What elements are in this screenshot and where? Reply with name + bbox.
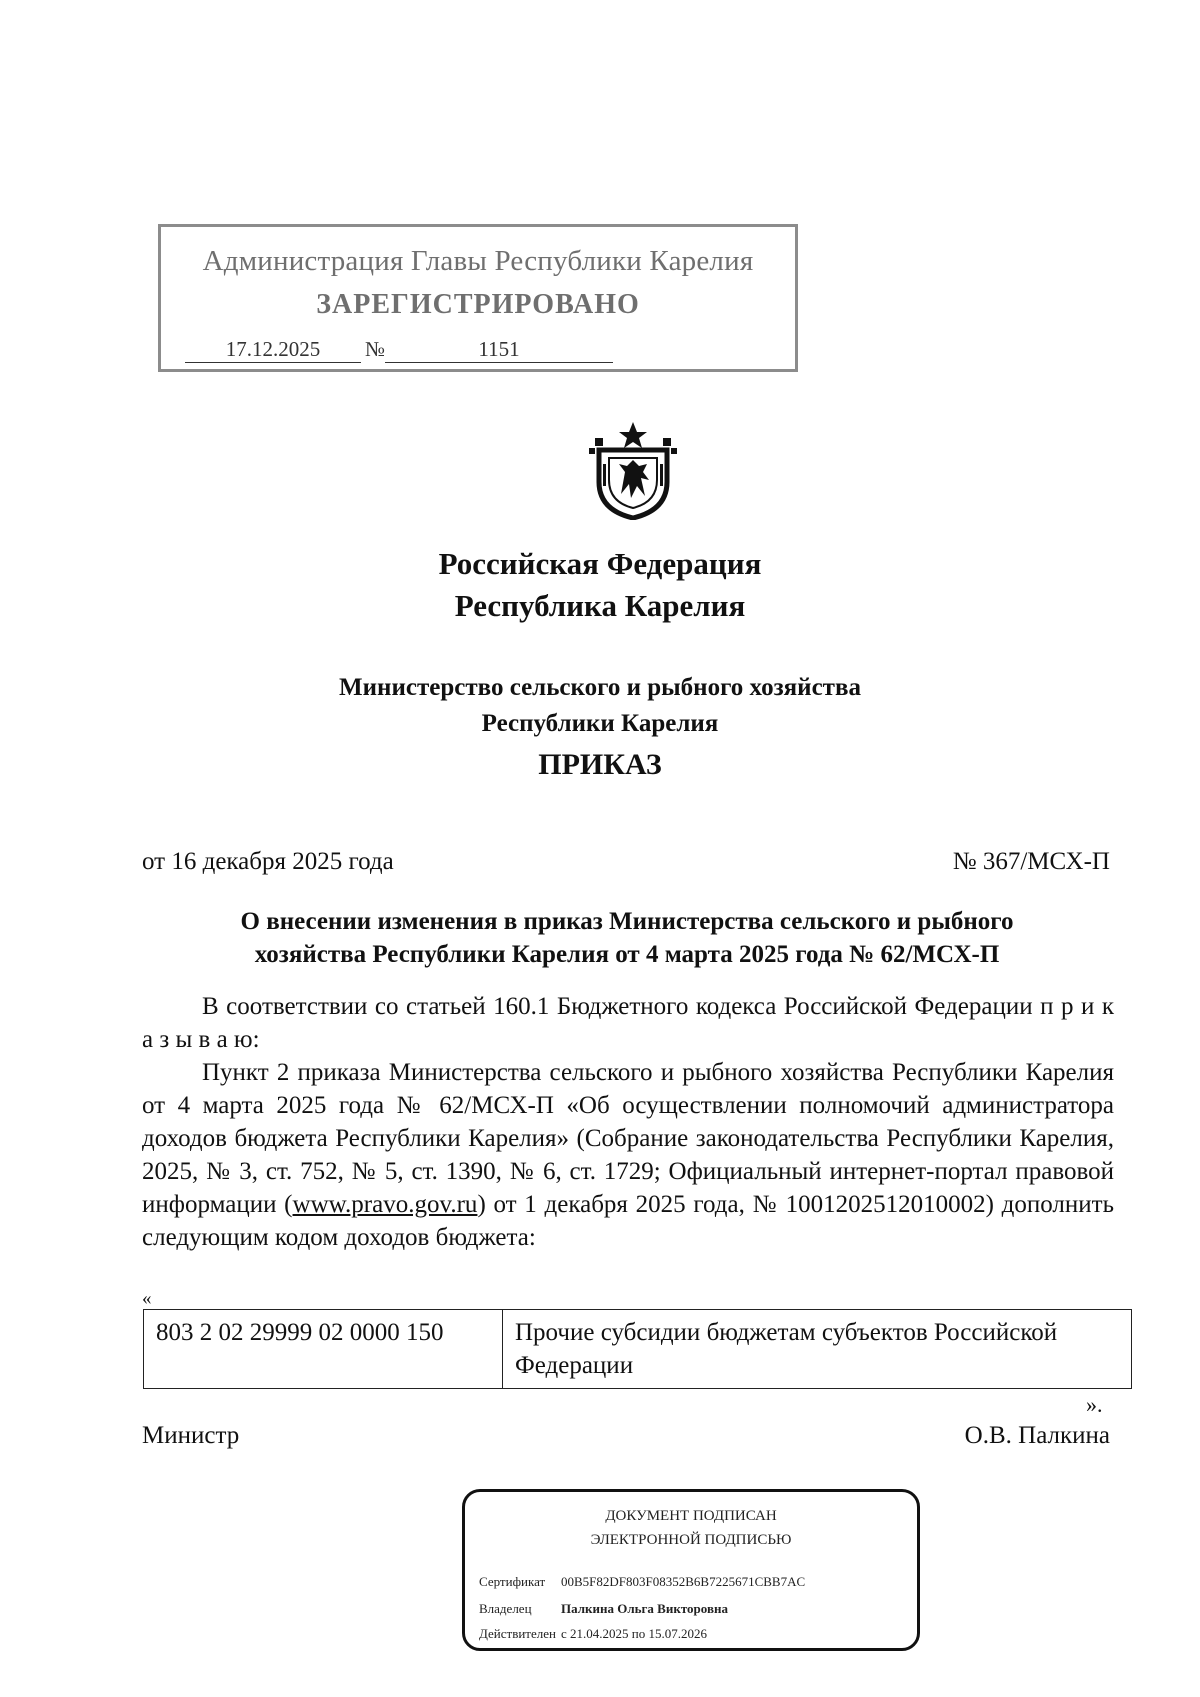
body-p2-text-before: Пункт 2 приказа Министерства сельского и рыбного хозяйства Республики Карелия от 4 марта 2025 года № 62/МСХ-П «Об осуществлении полномочий администратора доходов бюджета Республики Карелия» (Собрание законодательства Республики Карелия, 2025, № 3, ст. 752, № 5, ст. 1390, № 6, ст. 1729; Официальный интернет-портал правовой информации (	[142, 1059, 1114, 1218]
order-number: № 367/МСХ-П	[952, 848, 1110, 875]
body-p2-text-after: ) от 1 декабря 2025 года, № 1001202512010002) дополнить следующим кодом доходов бюджета:	[142, 1191, 1114, 1251]
order-body	[142, 990, 1114, 1254]
esig-validity-row	[479, 1626, 707, 1642]
body-paragraph-2	[142, 1056, 1114, 1254]
table-row	[144, 1310, 1132, 1389]
income-code-table	[143, 1309, 1132, 1389]
quote-open: «	[142, 1288, 152, 1309]
income-code-cell: 803 2 02 29999 02 0000 150	[144, 1310, 503, 1389]
electronic-signature-stamp	[462, 1489, 920, 1651]
pravo-link[interactable]: www.pravo.gov.ru	[292, 1191, 478, 1218]
esig-certificate-label: Сертификат	[479, 1574, 546, 1589]
stamp-registered: ЗАРЕГИСТРИРОВАНО	[316, 289, 640, 320]
esig-owner-row	[479, 1601, 728, 1617]
order-title	[142, 905, 1112, 971]
esig-owner-value: Палкина Ольга Викторовна	[561, 1601, 728, 1616]
income-name-cell: Прочие субсидии бюджетам субъектов Российской Федерации	[503, 1310, 1132, 1389]
order-title-line1: О внесении изменения в приказ Министерства сельского и рыбного	[240, 908, 1014, 935]
registration-stamp	[158, 224, 798, 372]
esig-certificate-value: 00B5F82DF803F08352B6B7225671CBB7AC	[561, 1574, 806, 1589]
signatory-name: О.В. Палкина	[964, 1422, 1110, 1449]
coat-of-arms-icon	[585, 420, 681, 520]
header-country: Российская Федерация	[438, 546, 762, 581]
stamp-administration: Администрация Главы Республики Карелия	[202, 245, 754, 277]
header-ministry-line2: Республики Карелия	[481, 710, 719, 737]
stamp-number-label: №	[365, 337, 386, 361]
esig-title-2: ЭЛЕКТРОННОЙ ПОДПИСЬЮ	[590, 1532, 792, 1548]
body-paragraph-1: В соответствии со статьей 160.1 Бюджетного кодекса Российской Федерации п р и к а з ы в а ю:	[142, 993, 1114, 1053]
doc-type: ПРИКАЗ	[538, 748, 662, 781]
esig-validity-value: с 21.04.2025 по 15.07.2026	[561, 1626, 707, 1641]
esig-certificate-row	[479, 1574, 805, 1590]
stamp-number: 1151	[385, 337, 613, 363]
esig-owner-label: Владелец	[479, 1601, 532, 1616]
esig-validity-label: Действителен	[479, 1626, 556, 1641]
stamp-registration-line	[185, 337, 613, 363]
header-republic: Республика Карелия	[454, 588, 746, 623]
signatory-position: Министр	[142, 1422, 240, 1449]
esig-title-1: ДОКУМЕНТ ПОДПИСАН	[605, 1508, 777, 1524]
order-date: от 16 декабря 2025 года	[142, 848, 394, 875]
stamp-date: 17.12.2025	[185, 337, 361, 363]
header-ministry-line1: Министерство сельского и рыбного хозяйства	[339, 674, 861, 701]
order-title-line2: хозяйства Республики Карелия от 4 марта 2025 года № 62/МСХ-П	[254, 941, 1000, 968]
quote-close: ».	[1086, 1392, 1103, 1417]
